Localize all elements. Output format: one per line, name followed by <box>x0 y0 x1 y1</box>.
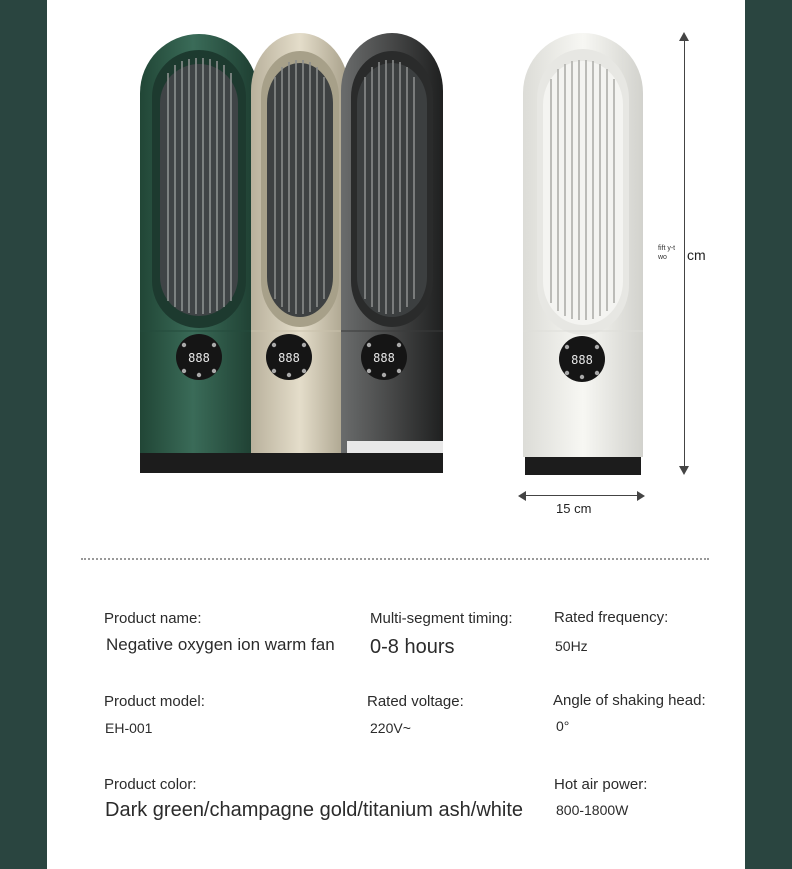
model-label: Product model: <box>104 693 205 710</box>
product-name-label: Product name: <box>104 610 202 627</box>
product-name-value: Negative oxygen ion warm fan <box>106 635 335 654</box>
color-label: Product color: <box>104 776 197 793</box>
angle-label: Angle of shaking head: <box>553 692 706 709</box>
color-value: Dark green/champagne gold/titanium ash/white <box>105 799 524 821</box>
timing-value: 0-8 hours <box>370 636 455 658</box>
power-value: 800-1800W <box>556 802 629 818</box>
heater-champagne-gold <box>249 33 351 475</box>
timing-label: Multi-segment timing: <box>370 610 513 627</box>
heater-titanium-ash <box>337 33 447 475</box>
width-dimension-line <box>522 495 642 496</box>
height-note: fift y-t wo <box>658 244 680 262</box>
heater-dark-green <box>136 33 262 475</box>
arrow-right-icon <box>637 491 645 501</box>
voltage-label: Rated voltage: <box>367 693 464 710</box>
width-label: 15 cm <box>556 501 592 516</box>
model-value: EH-001 <box>105 720 153 736</box>
height-unit: cm <box>687 247 706 263</box>
display-digits: 888 <box>278 351 300 365</box>
display-digits: 888 <box>373 351 395 365</box>
voltage-value: 220V~ <box>370 720 411 736</box>
display-digits: 888 <box>188 351 210 365</box>
frequency-label: Rated frequency: <box>554 609 669 626</box>
power-label: Hot air power: <box>554 776 648 793</box>
arrow-down-icon <box>679 466 689 475</box>
dotted-divider <box>81 558 709 560</box>
arrow-up-icon <box>679 32 689 41</box>
display-digits: 888 <box>571 353 593 367</box>
heater-white <box>519 33 647 477</box>
angle-value: 0° <box>556 718 570 734</box>
arrow-left-icon <box>518 491 526 501</box>
frequency-value: 50Hz <box>555 638 588 654</box>
